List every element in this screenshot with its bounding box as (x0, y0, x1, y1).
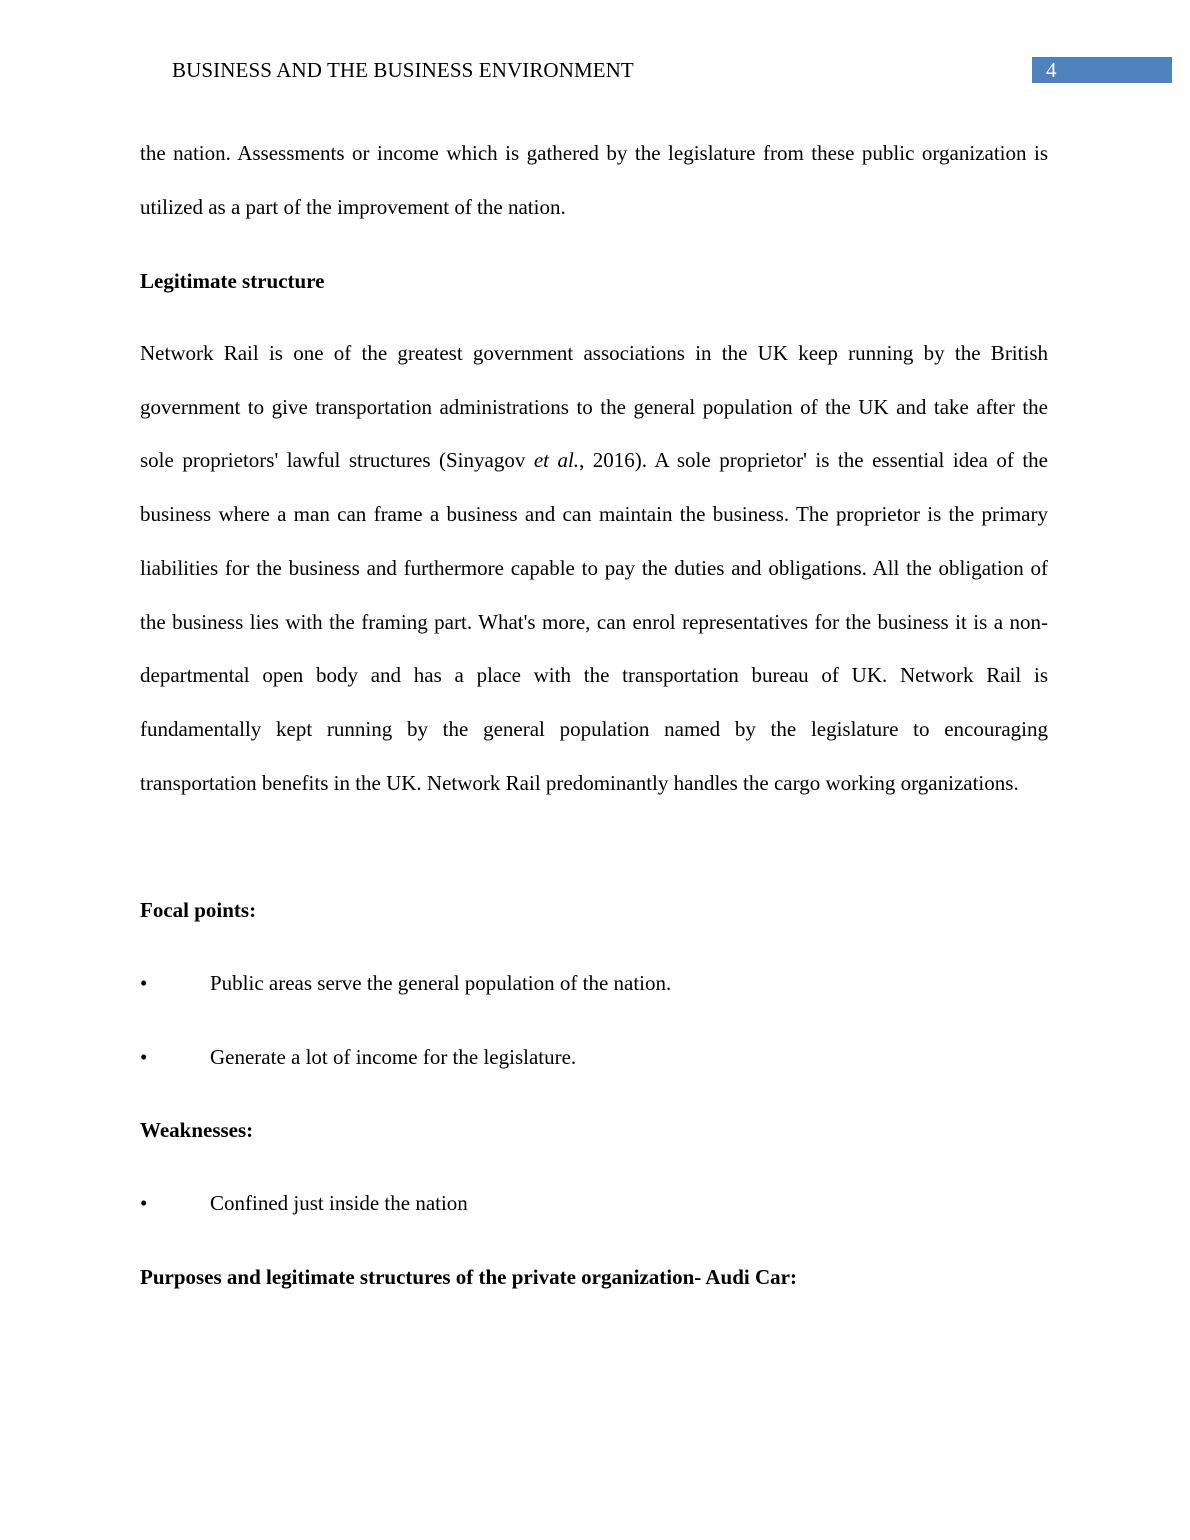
list-item-text: Confined just inside the nation (210, 1191, 468, 1215)
list-item-text: Generate a lot of income for the legislature. (210, 1045, 577, 1069)
heading-purposes-audi: Purposes and legitimate structures of the private organization- Audi Car: (140, 1265, 797, 1289)
citation-et-al: et al. (533, 448, 580, 473)
list-item-text: Public areas serve the general population of the nation. (210, 971, 672, 995)
page-number-box (1032, 57, 1172, 83)
bullet-icon: • (140, 971, 148, 995)
page-number: 4 (1046, 58, 1057, 82)
heading-legitimate-structure: Legitimate structure (140, 269, 325, 293)
bullet-icon: • (140, 1191, 148, 1215)
heading-focal-points: Focal points: (140, 898, 257, 922)
main-paragraph (140, 327, 1048, 810)
main-paragraph-part-2: , 2016). A sole proprietor' is the essential idea of the business where a man can frame a business and can maintain the business. The proprietor is the primary liabilities for the business and furthermore capable to pay the duties and obligations. All the obligation of the business lies with the framing part. What's more, can enrol representatives for the business it is a non-departmental open body and has a place with the transportation bureau of UK. Network Rail is fundamentally kept running by the general population named by the legislature to encouraging transportation benefits in the UK. Network Rail predominantly handles the cargo working organizations. (140, 448, 1048, 795)
bullet-icon: • (140, 1045, 148, 1069)
heading-weaknesses: Weaknesses: (140, 1118, 254, 1142)
running-head: BUSINESS AND THE BUSINESS ENVIRONMENT (172, 58, 634, 82)
intro-paragraph: the nation. Assessments or income which is gathered by the legislature from these public organization is utilized as a part of the improvement of the nation. (140, 141, 1048, 219)
main-paragraph-part-1: Network Rail is one of the greatest government associations in the UK keep running by the British government to give transportation administrations to the general population of the UK and take after the sole proprietors' lawful structures (Sinyagov (140, 341, 1048, 473)
